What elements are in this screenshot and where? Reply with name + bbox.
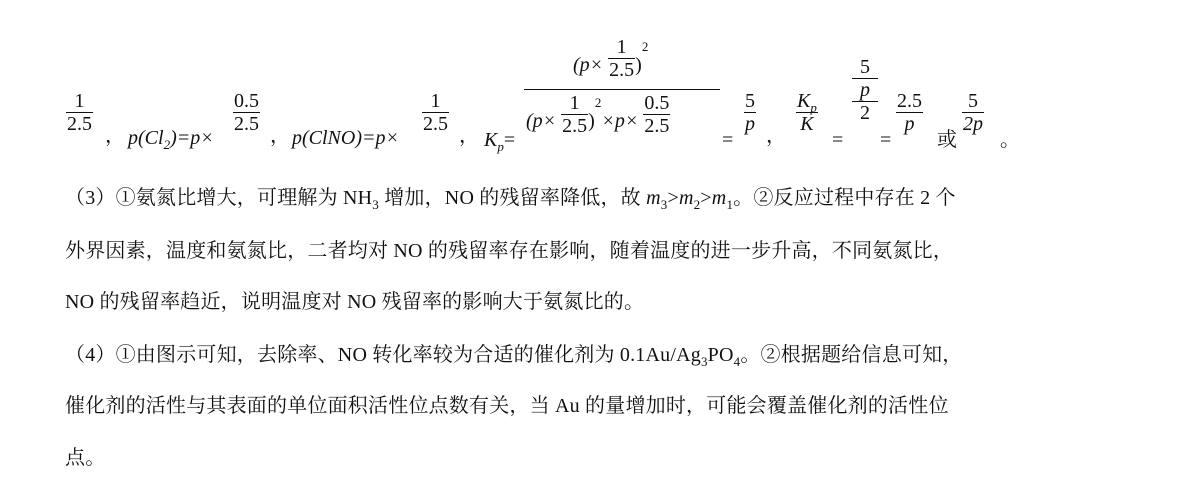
- big-fraction-bar: [524, 89, 720, 90]
- fraction-2-5-over-p: $\frac{2.5}{p}$: [897, 90, 922, 135]
- para4-line1: （4）①由图示可知，去除率、NO 转化率较为合适的催化剂为 $0.1Au/Ag_3PO_4$。②根据题给信息可知，: [65, 344, 963, 369]
- fraction-5-over-p: $\frac{5}{p}$: [745, 90, 755, 135]
- fraction-kp-over-k: $\frac{K_p}{K}$: [797, 90, 817, 135]
- fraction-1-over-2-5: $\frac{1}{2.5}$: [67, 90, 92, 135]
- fraction-5p-over-2: 5 p 2: [852, 56, 878, 124]
- kp-label: $K_p=$: [484, 129, 516, 154]
- p-cl2-label: $p(Cl_2)=p\times$: [128, 127, 214, 152]
- big-fraction-denominator: (p× $\frac{1}{2.5}$ )$^2$×p× $\frac{0.5}{2.5}$: [526, 92, 670, 137]
- big-fraction-numerator: (p× $\frac{1}{2.5}$ )$^2$: [573, 36, 649, 81]
- para3-line2: 外界因素，温度和氨氮比，二者均对 NO 的残留率存在影响，随着温度的进一步升高，不同氨氮比，: [65, 240, 954, 262]
- para3-line1: （3）①氨氮比增大，可理解为 $NH_3$ 增加，NO 的残留率降低，故 $m_3>m_2>m_1$。②反应过程中存在 2 个: [65, 187, 956, 212]
- p-clno-label: p(ClNO)=p×: [292, 127, 399, 149]
- para4-line3: 点。: [65, 447, 106, 469]
- fraction-0-5-over-2-5: $\frac{0.5}{2.5}$: [234, 90, 259, 135]
- para4-line2: 催化剂的活性与其表面的单位面积活性位点数有关，当 Au 的量增加时，可能会覆盖催化剂的活性位: [65, 395, 949, 417]
- fraction-5-over-2p: $\frac{5}{2p}$: [963, 90, 983, 135]
- para3-line3: NO 的残留率趋近，说明温度对 NO 残留率的影响大于氨氮比的。: [65, 291, 645, 313]
- fraction-1-over-2-5-b: $\frac{1}{2.5}$: [423, 90, 448, 135]
